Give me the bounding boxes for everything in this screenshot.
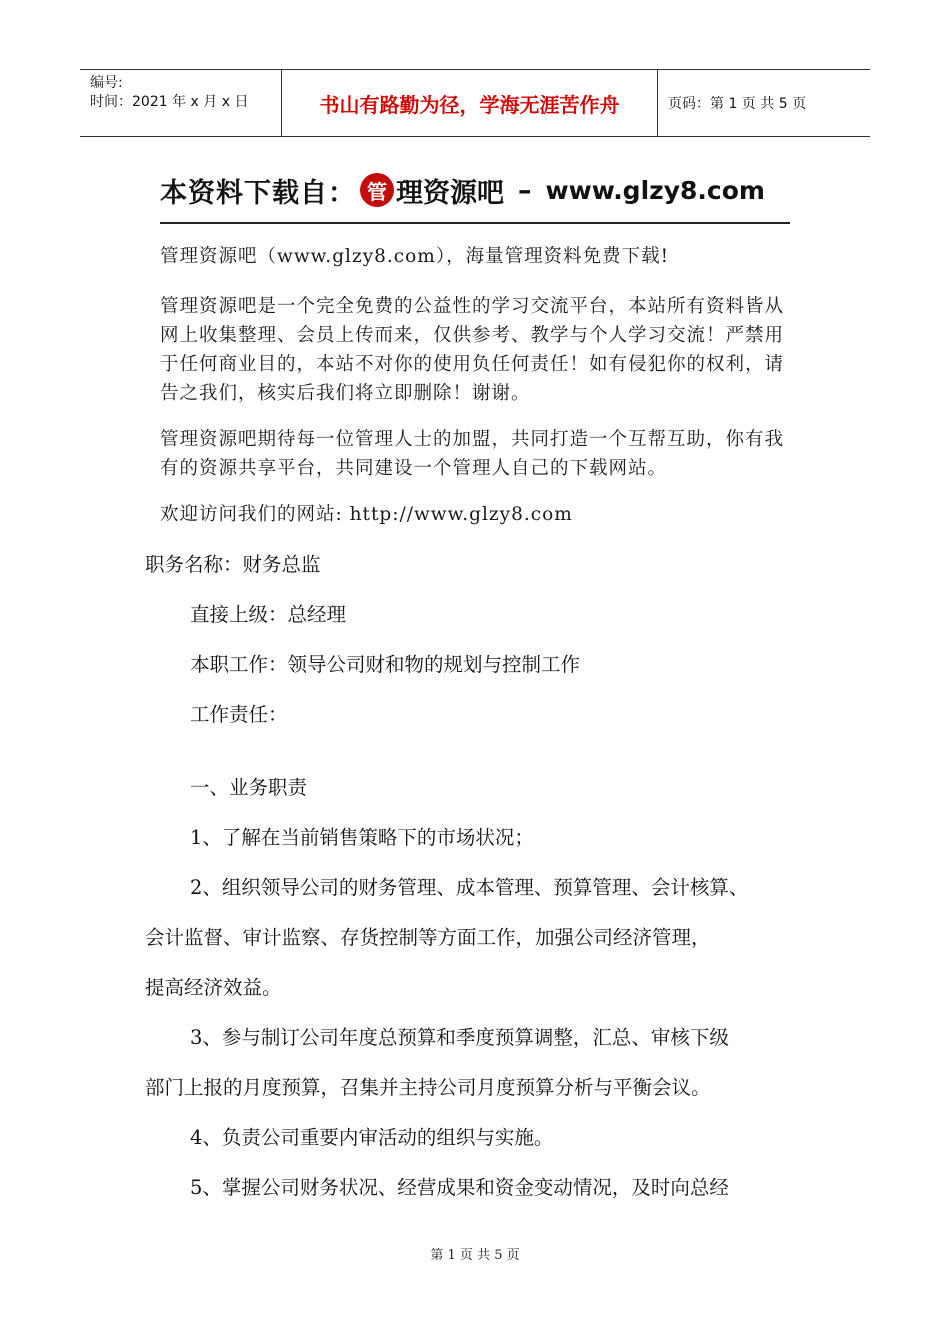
header-motto: 书山有路勤为径，学海无涯苦作舟 <box>282 70 658 136</box>
banner-url: www.glzy8.com <box>545 175 765 205</box>
banner-separator: – <box>518 174 532 206</box>
responsibility-heading: 工作责任： <box>190 703 288 726</box>
banner-prefix: 本资料下载自： <box>160 177 356 209</box>
header-page-info: 页码：第 1 页 共 5 页 <box>668 96 807 112</box>
section-heading: 一、业务职责 <box>190 776 308 799</box>
banner-brand: 理资源吧 <box>396 177 504 209</box>
banner-divider <box>160 222 790 224</box>
notice-para2: 管理资源吧期待每一位管理人士的加盟，共同打造一个互帮互助，你有我有的资源共享平台，共同建设一个管理人自己的下载网站。 <box>160 429 785 479</box>
header-meta <box>80 70 282 136</box>
list-item: 3、参与制订公司年度总预算和季度预算调整，汇总、审核下级 <box>190 1026 729 1049</box>
position-title: 职务名称：财务总监 <box>145 553 321 576</box>
direct-superior: 直接上级：总经理 <box>190 603 347 626</box>
time-label: 时间：2021 年 x 月 x 日 <box>90 94 249 110</box>
page-footer: 第 1 页 共 5 页 <box>430 1248 520 1263</box>
list-item-continued: 会计监督、审计监察、存货控制等方面工作，加强公司经济管理， <box>145 926 711 949</box>
notice-block <box>160 242 800 529</box>
list-item-continued: 提高经济效益。 <box>145 976 282 999</box>
list-item: 5、掌握公司财务状况、经营成果和资金变动情况，及时向总经 <box>190 1176 729 1199</box>
list-item: 4、负责公司重要内审活动的组织与实施。 <box>190 1126 554 1149</box>
document-body <box>145 540 825 1213</box>
source-banner <box>160 168 790 226</box>
notice-welcome: 欢迎访问我们的网站: http://www.glzy8.com <box>160 504 573 525</box>
number-label: 编号: <box>90 75 123 91</box>
document-header <box>80 69 870 137</box>
main-duty: 本职工作：领导公司财和物的规划与控制工作 <box>190 653 581 676</box>
list-item-continued: 部门上报的月度预算，召集并主持公司月度预算分析与平衡会议。 <box>145 1076 711 1099</box>
list-item: 1、了解在当前销售策略下的市场状况； <box>190 826 534 849</box>
notice-line1: 管理资源吧（www.glzy8.com），海量管理资料免费下载! <box>160 246 670 267</box>
logo-icon: 管 <box>360 173 394 207</box>
list-item: 2、组织领导公司的财务管理、成本管理、预算管理、会计核算、 <box>190 876 749 899</box>
notice-para1: 管理资源吧是一个完全免费的公益性的学习交流平台，本站所有资料皆从网上收集整理、会员上传而来，仅供参考、教学与个人学习交流！严禁用于任何商业目的，本站不对你的使用负任何责任！如有侵犯你的权利，请告之我们，核实后我们将立即删除！谢谢。 <box>160 296 785 404</box>
